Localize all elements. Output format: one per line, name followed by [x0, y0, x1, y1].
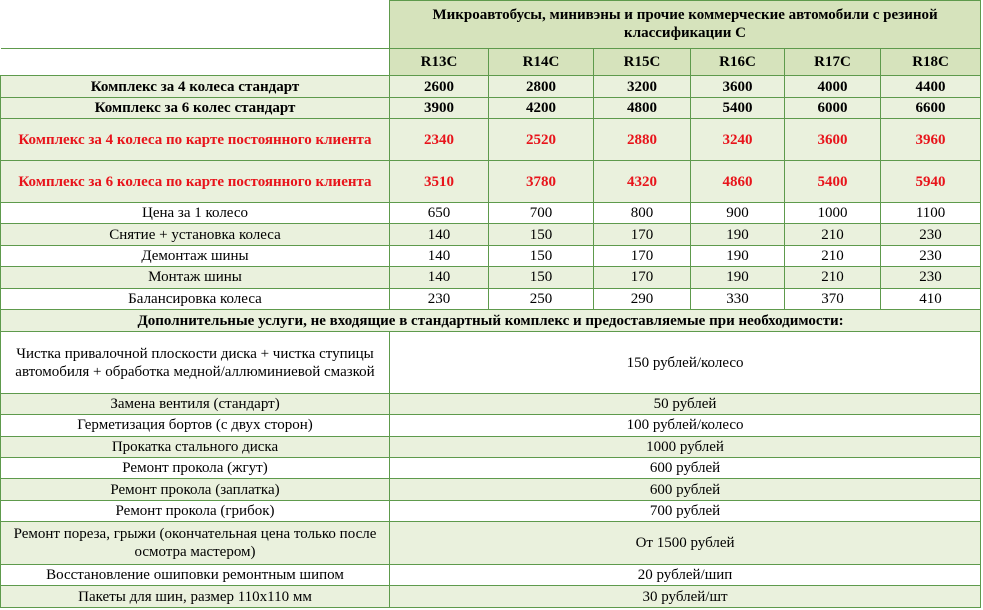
- size-header: R16C: [691, 48, 785, 76]
- price-cell: 330: [691, 288, 785, 309]
- price-cell: 190: [691, 224, 785, 245]
- size-header: R14C: [489, 48, 594, 76]
- row-label: Монтаж шины: [1, 267, 390, 288]
- table-row: [1, 245, 981, 266]
- price-cell: 230: [390, 288, 489, 309]
- size-header: R17C: [785, 48, 881, 76]
- price-cell: 210: [785, 224, 881, 245]
- size-header: R18C: [881, 48, 981, 76]
- table-row: [1, 457, 981, 478]
- row-label: Комплекс за 6 колеса по карте постоянного клиента: [1, 161, 390, 203]
- table-row: [1, 97, 981, 118]
- price-cell: 1100: [881, 202, 981, 223]
- price-cell: 370: [785, 288, 881, 309]
- price-cell: 900: [691, 202, 785, 223]
- service-label: Прокатка стального диска: [1, 436, 390, 457]
- table-row: [1, 479, 981, 500]
- service-price: 30 рублей/шт: [390, 586, 981, 608]
- price-cell: 6000: [785, 97, 881, 118]
- size-header: R15C: [594, 48, 691, 76]
- price-cell: 140: [390, 224, 489, 245]
- table-row: [1, 500, 981, 521]
- price-cell: 150: [489, 267, 594, 288]
- price-cell: 290: [594, 288, 691, 309]
- price-cell: 2600: [390, 76, 489, 97]
- service-price: 600 рублей: [390, 457, 981, 478]
- service-price: 150 рублей/колесо: [390, 332, 981, 393]
- row-label: Комплекс за 4 колеса стандарт: [1, 76, 390, 97]
- price-cell: 4000: [785, 76, 881, 97]
- price-cell: 210: [785, 245, 881, 266]
- service-price: 20 рублей/шип: [390, 565, 981, 586]
- service-label: Герметизация бортов (с двух сторон): [1, 415, 390, 436]
- table-row: [1, 332, 981, 393]
- price-cell: 170: [594, 245, 691, 266]
- table-row: [1, 119, 981, 161]
- price-cell: 4200: [489, 97, 594, 118]
- price-cell: 5400: [691, 97, 785, 118]
- service-label: Чистка привалочной плоскости диска + чистка ступицы автомобиля + обработка медной/аллюминиевой смазкой: [1, 332, 390, 393]
- table-title: Микроавтобусы, минивэны и прочие коммерческие автомобили с резиной классификации С: [390, 1, 981, 49]
- service-label: Ремонт прокола (жгут): [1, 457, 390, 478]
- table-row: [1, 161, 981, 203]
- price-cell: 4800: [594, 97, 691, 118]
- price-cell: 250: [489, 288, 594, 309]
- price-cell: 2800: [489, 76, 594, 97]
- row-label: Цена за 1 колесо: [1, 202, 390, 223]
- price-cell: 800: [594, 202, 691, 223]
- table-row: [1, 267, 981, 288]
- table-row: [1, 436, 981, 457]
- service-price: От 1500 рублей: [390, 522, 981, 565]
- price-cell: 4320: [594, 161, 691, 203]
- service-label: Замена вентиля (стандарт): [1, 393, 390, 414]
- price-cell: 190: [691, 267, 785, 288]
- table-row: [1, 76, 981, 97]
- price-cell: 140: [390, 245, 489, 266]
- section-header-row: [1, 310, 981, 332]
- price-cell: 190: [691, 245, 785, 266]
- price-cell: 2520: [489, 119, 594, 161]
- service-label: Ремонт прокола (заплатка): [1, 479, 390, 500]
- blank-corner: [1, 1, 390, 49]
- service-price: 50 рублей: [390, 393, 981, 414]
- price-cell: 3240: [691, 119, 785, 161]
- price-cell: 5940: [881, 161, 981, 203]
- price-cell: 150: [489, 245, 594, 266]
- service-label: Пакеты для шин, размер 110х110 мм: [1, 586, 390, 608]
- price-cell: 3600: [691, 76, 785, 97]
- table-row: [1, 586, 981, 608]
- table-row: [1, 415, 981, 436]
- row-label: Комплекс за 6 колес стандарт: [1, 97, 390, 118]
- price-cell: 650: [390, 202, 489, 223]
- price-cell: 210: [785, 267, 881, 288]
- price-cell: 2340: [390, 119, 489, 161]
- price-cell: 170: [594, 267, 691, 288]
- price-cell: 5400: [785, 161, 881, 203]
- price-cell: 230: [881, 245, 981, 266]
- service-label: Восстановление ошиповки ремонтным шипом: [1, 565, 390, 586]
- service-label: Ремонт прокола (грибок): [1, 500, 390, 521]
- price-cell: 410: [881, 288, 981, 309]
- table-row: [1, 202, 981, 223]
- service-label: Ремонт пореза, грыжи (окончательная цена только после осмотра мастером): [1, 522, 390, 565]
- service-price: 700 рублей: [390, 500, 981, 521]
- price-cell: 2880: [594, 119, 691, 161]
- blank-corner: [1, 48, 390, 76]
- price-cell: 3200: [594, 76, 691, 97]
- price-cell: 3960: [881, 119, 981, 161]
- table-row: [1, 393, 981, 414]
- table-row: [1, 224, 981, 245]
- price-cell: 3900: [390, 97, 489, 118]
- row-label: Комплекс за 4 колеса по карте постоянного клиента: [1, 119, 390, 161]
- price-cell: 140: [390, 267, 489, 288]
- row-label: Снятие + установка колеса: [1, 224, 390, 245]
- price-cell: 6600: [881, 97, 981, 118]
- price-cell: 1000: [785, 202, 881, 223]
- service-price: 600 рублей: [390, 479, 981, 500]
- row-label: Демонтаж шины: [1, 245, 390, 266]
- additional-services-header: Дополнительные услуги, не входящие в стандартный комплекс и предоставляемые при необходимости:: [1, 310, 981, 332]
- price-cell: 150: [489, 224, 594, 245]
- size-header: R13C: [390, 48, 489, 76]
- service-price: 1000 рублей: [390, 436, 981, 457]
- table-row: [1, 288, 981, 309]
- price-cell: 170: [594, 224, 691, 245]
- table-row: [1, 522, 981, 565]
- service-price: 100 рублей/колесо: [390, 415, 981, 436]
- table-row: [1, 565, 981, 586]
- price-cell: 3600: [785, 119, 881, 161]
- price-cell: 3510: [390, 161, 489, 203]
- price-cell: 4400: [881, 76, 981, 97]
- price-cell: 230: [881, 267, 981, 288]
- price-cell: 230: [881, 224, 981, 245]
- row-label: Балансировка колеса: [1, 288, 390, 309]
- price-cell: 4860: [691, 161, 785, 203]
- price-cell: 700: [489, 202, 594, 223]
- price-cell: 3780: [489, 161, 594, 203]
